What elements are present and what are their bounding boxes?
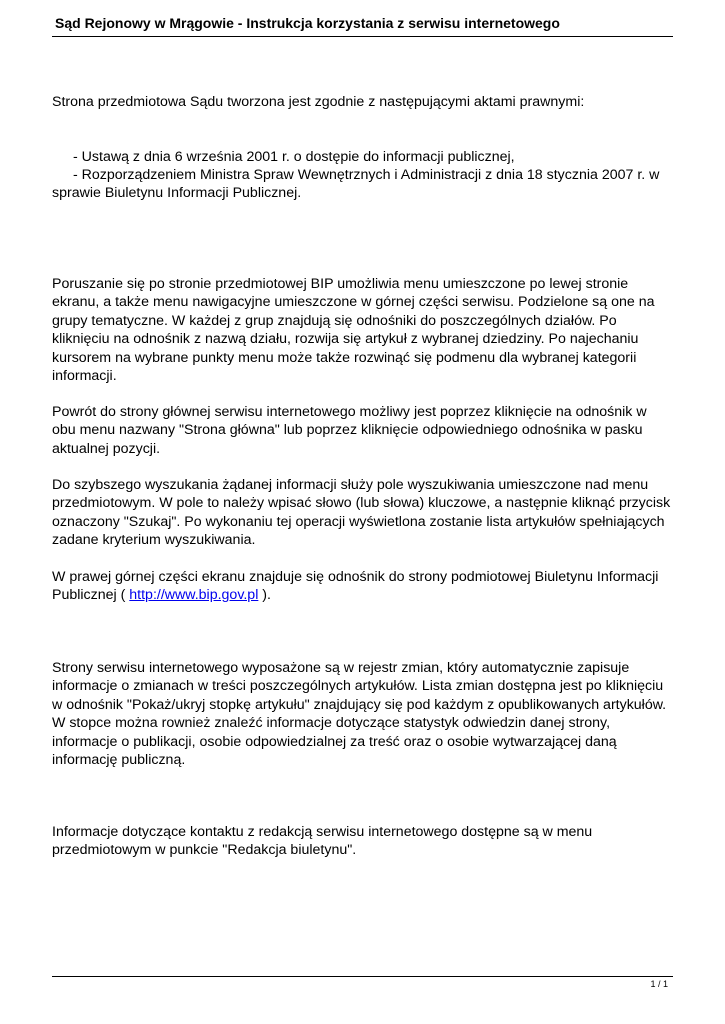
header-divider bbox=[52, 36, 673, 37]
bip-text-after: ). bbox=[258, 587, 271, 604]
contact-paragraph: Informacje dotyczące kontaktu z redakcją serwisu internetowego dostępne są w menu przedmiotowym w punkcie "Redakcja biuletynu". bbox=[52, 824, 593, 859]
legal-act-item: - Ustawą z dnia 6 września 2001 r. o dostępie do informacji publicznej, bbox=[73, 149, 515, 165]
bip-link[interactable]: http://www.bip.gov.pl bbox=[129, 587, 259, 604]
navigation-paragraph: Poruszanie się po stronie przedmiotowej BIP umożliwia menu umieszczone po lewej stronie ekranu, a także menu nawigacyjne umieszczone w górnej części serwisu. Podzielone są one na grupy tematyczne. W każdej z grup znajdują się odnośniki do poszczególnych działów. Po kliknięciu na odnośnik z nazwą działu, rozwija się artykuł z wybranej dziedziny. Po najechaniu kursorem na wybrane punkty menu może także rozwinąć się podmenu dla wybranej kategorii informacji. bbox=[52, 276, 655, 385]
bip-text-before: W prawej górnej części ekranu znajduje się odnośnik do strony podmiotowej Biuletynu Informacji Publicznej ( bbox=[52, 569, 659, 604]
page-header-title: Sąd Rejonowy w Mrągowie - Instrukcja korzystania z serwisu internetowego bbox=[55, 15, 560, 31]
register-paragraph: Strony serwisu internetowego wyposażone są w rejestr zmian, który automatycznie zapisuje informacje o zmianach w treści poszczególnych artykułów. Lista zmian dostępna jest po kliknięciu w odnośnik "Pokaż/ukryj stopkę artykułu" znajdujący się pod każdym z opublikowanych artykułów. W stopce można rownież znaleźć informacje dotyczące statystyk odwiedzin danej strony, informacje o publikacji, osobie odpowiedzialnej za treść oraz o osobie wytwarzającej daną informację publiczną. bbox=[52, 660, 667, 769]
search-paragraph: Do szybszego wyszukania żądanej informacji służy pole wyszukiwania umieszczone nad menu przedmiotowym. W pole to należy wpisać słowo (lub słowa) kluczowe, a następnie kliknąć przycisk oznaczony "Szukaj". Po wykonaniu tej operacji wyświetlona zostanie lista artykułów spełniających zadane kryterium wyszukiwania. bbox=[52, 477, 671, 549]
home-paragraph: Powrót do strony głównej serwisu internetowego możliwy jest poprzez kliknięcie na odnośnik w obu menu nazwany "Strona główna" lub poprzez kliknięcie odpowiedniego odnośnika w pasku aktualnej pozycji. bbox=[52, 404, 647, 457]
footer-divider bbox=[52, 976, 673, 977]
intro-paragraph: Strona przedmiotowa Sądu tworzona jest zgodnie z następującymi aktami prawnymi: bbox=[52, 94, 585, 110]
legal-act-item: - Rozporządzeniem Ministra Spraw Wewnętrznych i Administracji z dnia 18 stycznia 2007 r. w sprawie Biuletynu Informacji Publicznej. bbox=[52, 167, 660, 202]
bip-paragraph bbox=[52, 568, 674, 605]
page-number: 1 / 1 bbox=[650, 979, 668, 989]
